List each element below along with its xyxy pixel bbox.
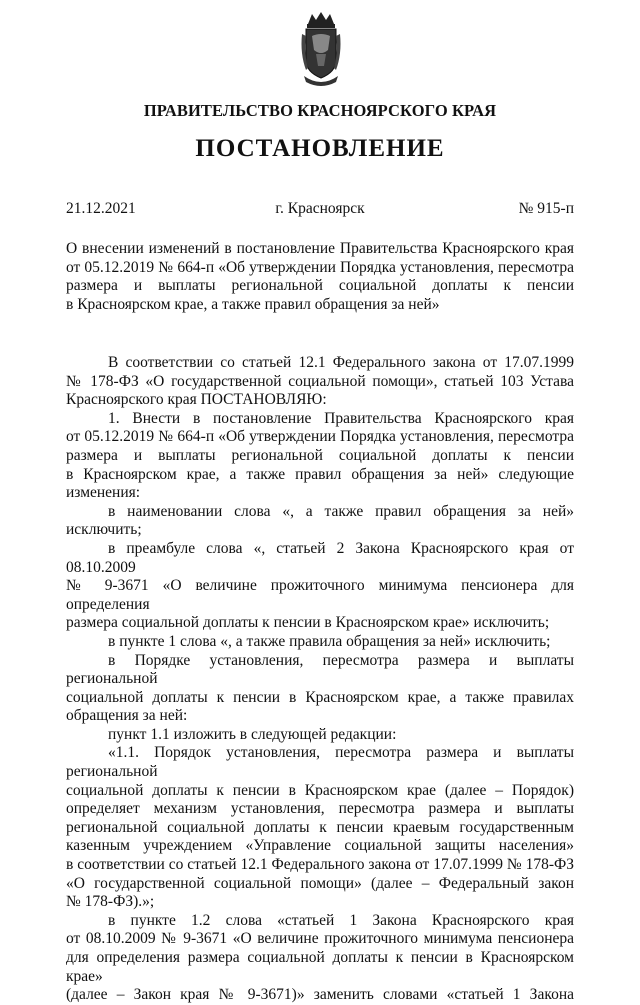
document-number: № 915-п bbox=[518, 200, 574, 217]
body-line: в Порядке установления, пересмотра размера и выплаты региональной bbox=[66, 651, 574, 688]
body-line: № 178-ФЗ).»; bbox=[66, 893, 155, 911]
body-line: размера социальной доплаты к пенсии в Красноярском крае» исключить; bbox=[66, 614, 550, 632]
body-line: «1.1. Порядок установления, пересмотра размера и выплаты региональной bbox=[66, 744, 574, 781]
title-line: размера и выплаты региональной социальной доплаты к пенсии bbox=[66, 277, 574, 294]
document-date: 21.12.2021 bbox=[66, 200, 136, 217]
body-line: в пункте 1.2 слова «статьей 1 Закона Красноярского края bbox=[108, 911, 574, 929]
document-city: г. Красноярск bbox=[275, 200, 365, 217]
body-line: казенным учреждением «Управление социальной защиты населения» bbox=[66, 837, 574, 855]
body-line: в пункте 1 слова «, а также правила обращения за ней» исключить; bbox=[108, 632, 551, 650]
body-line: от 08.10.2009 № 9-3671 «О величине прожиточного минимума пенсионера bbox=[66, 930, 574, 948]
body-line: определяет механизм установления, пересмотра размера и выплаты bbox=[66, 800, 574, 818]
body-line: № 178-ФЗ «О государственной социальной помощи», статьей 103 Устава bbox=[66, 372, 574, 390]
body-line: для определения размера социальной доплаты к пенсии в Красноярском крае» bbox=[66, 949, 574, 985]
body-line: социальной доплаты к пенсии в Красноярском крае, а также правилах bbox=[66, 688, 574, 706]
coat-of-arms-emblem bbox=[298, 10, 344, 90]
body-line: пункт 1.1 изложить в следующей редакции: bbox=[108, 725, 397, 743]
body-line: региональной социальной доплаты к пенсии краевым государственным bbox=[66, 818, 574, 836]
body-line: Красноярского края ПОСТАНОВЛЯЮ: bbox=[66, 391, 327, 409]
government-name: ПРАВИТЕЛЬСТВО КРАСНОЯРСКОГО КРАЯ bbox=[143, 101, 497, 120]
title-line: в Красноярском крае, а также правил обращения за ней» bbox=[66, 295, 440, 313]
body-line: социальной доплаты к пенсии в Красноярском крае (далее – Порядок) bbox=[66, 781, 574, 799]
title-line: О внесении изменений в постановление Правительства Красноярского края bbox=[66, 240, 574, 257]
body-line: размера и выплаты региональной социальной доплаты к пенсии bbox=[66, 446, 574, 464]
document-title bbox=[66, 240, 574, 314]
body-line: от 05.12.2019 № 664-п «Об утверждении Порядка установления, пересмотра bbox=[66, 428, 574, 446]
document-body bbox=[66, 354, 574, 1005]
body-line: в Красноярском крае, а также правил обращения за ней» следующие изменения: bbox=[66, 465, 574, 502]
document-type: ПОСТАНОВЛЕНИЕ bbox=[195, 135, 445, 162]
body-line: № 9-3671 «О величине прожиточного минимума пенсионера для определения bbox=[66, 577, 574, 613]
body-line: «О государственной социальной помощи» (далее – Федеральный закон bbox=[66, 874, 574, 892]
body-line: в соответствии со статьей 12.1 Федерального закона от 17.07.1999 № 178-ФЗ bbox=[66, 856, 574, 874]
body-line: в преамбуле слова «, статьей 2 Закона Красноярского края от 08.10.2009 bbox=[66, 539, 574, 576]
body-line: (далее – Закон края № 9-3671)» заменить словами «статьей 1 Закона bbox=[66, 986, 574, 1004]
body-line: 1. Внести в постановление Правительства Красноярского края bbox=[108, 409, 574, 427]
body-line: обращения за ней: bbox=[66, 707, 188, 725]
title-line: от 05.12.2019 № 664-п «Об утверждении Порядка установления, пересмотра bbox=[66, 258, 574, 276]
body-line: В соответствии со статьей 12.1 Федерального закона от 17.07.1999 bbox=[108, 354, 574, 371]
body-line: в наименовании слова «, а также правил обращения за ней» исключить; bbox=[66, 502, 574, 539]
